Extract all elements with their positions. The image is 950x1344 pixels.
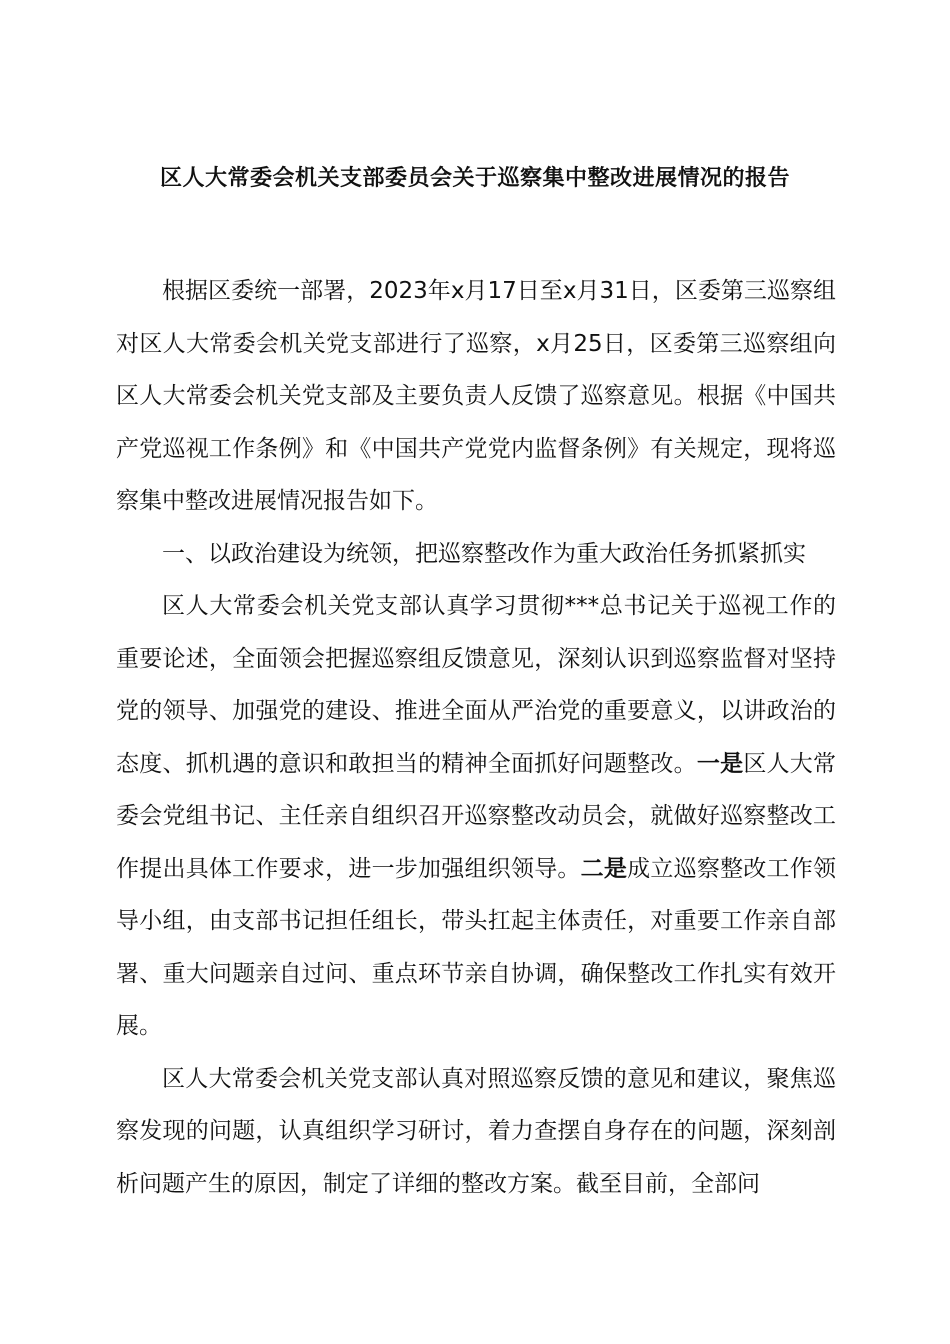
bold-marker-second: 二是 — [580, 855, 628, 882]
document-title: 区人大常委会机关支部委员会关于巡察集中整改进展情况的报告 — [159, 166, 790, 191]
paragraph-political-building — [116, 580, 836, 1053]
section-heading-1: 一、以政治建设为统领，把巡察整改作为重大政治任务抓紧抓实 — [162, 540, 806, 567]
paragraph-intro: 根据区委统一部署，2023年x月17日至x月31日，区委第三巡察组对区人大常委会机关党支部进行了巡察，x月25日，区委第三巡察组向区人大常委会机关党支部及主要负责人反馈了巡察意见。根据《中国共产党巡视工作条例》和《中国共产党党内监督条例》有关规定，现将巡察集中整改进展情况报告如下。 — [116, 278, 836, 514]
bold-marker-first: 一是 — [696, 750, 744, 777]
document-body — [116, 265, 836, 1210]
paragraph-text: 成立巡察整改工作领导小组，由支部书记担任组长，带头扛起主体责任，对重要工作亲自部署、重大问题亲自过问、重点环节亲自协调，确保整改工作扎实有效开展。 — [116, 855, 837, 1039]
paragraph-text: 区人大常委会机关党支部认真学习贯彻***总书记关于巡视工作的重要论述，全面领会把握巡察组反馈意见，深刻认识到巡察监督对坚持党的领导、加强党的建设、推进全面从严治党的重要意义，以讲政治的态度、抓机遇的意识和敢担当的精神全面抓好问题整改。 — [116, 593, 836, 777]
paragraph-text: 区人大常委会党组书记、主任亲自组织召开巡察整改动员会，就做好巡察整改工作提出具体工作要求，进一步加强组织领导。 — [116, 750, 837, 882]
paragraph-rectification: 区人大常委会机关党支部认真对照巡察反馈的意见和建议，聚焦巡察发现的问题，认真组织学习研讨，着力查摆自身存在的问题，深刻剖析问题产生的原因，制定了详细的整改方案。截至目前，全部问 — [116, 1065, 836, 1197]
